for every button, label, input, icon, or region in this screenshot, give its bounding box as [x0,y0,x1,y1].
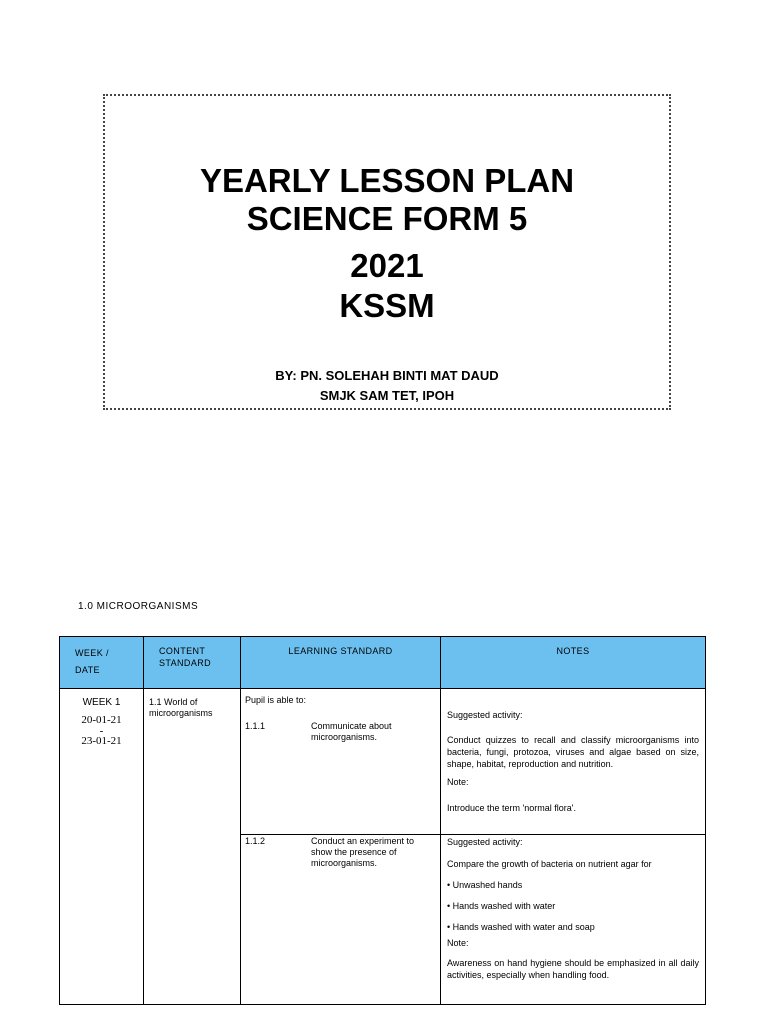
learning-standard-cell-1 [241,689,441,835]
notes-cell-2 [441,835,706,1005]
notes-activity-text: Conduct quizzes to recall and classify microorganisms into bacteria, fungi, protozoa, viruses and algae based on size, shape, habitat, reproduction and nutrition. [447,735,699,769]
notes-note-label: Note: [447,777,469,787]
header-week-date [60,637,144,689]
cover-author: BY: PN. SOLEHAH BINTI MAT DAUD [275,368,499,383]
notes-activity-text: Compare the growth of bacteria on nutrient agar for [447,859,652,869]
cover-title-line-2: SCIENCE FORM 5 [246,200,528,237]
week-cell [60,689,144,1005]
header-learning-standard: LEARNING STANDARD [241,637,441,689]
notes-note-text: Awareness on hand hygiene should be emphasized in all daily activities, especially when handling food. [447,958,699,980]
notes-cell-1 [441,689,706,835]
notes-bullet-item: • Unwashed hands [447,880,523,890]
learning-standard-text: Communicate about microorganisms. [311,721,392,742]
header-content-line-2: STANDARD [159,658,212,668]
section-title: 1.0 MICROORGANISMS [78,601,199,612]
cover-school: SMJK SAM TET, IPOH [319,388,455,403]
table-header-row [60,637,706,689]
learning-standard-code: 1.1.1 [245,721,266,731]
header-week-label: WEEK / [75,648,109,658]
notes-activity-label: Suggested activity: [447,710,523,720]
content-standard-cell [144,689,241,1005]
learning-standard-code: 1.1.2 [245,836,266,846]
notes-note-label: Note: [447,938,469,948]
learning-standard-item [241,836,440,869]
header-content-line-1: CONTENT [159,646,206,656]
learning-intro: Pupil is able to: [245,695,307,705]
date-separator: - [99,725,104,737]
cover-title-line-3: 2021 [350,247,424,284]
content-standard-text: 1.1 World of microorganisms [149,697,213,718]
header-content-standard [144,637,241,689]
notes-note-text: Introduce the term 'normal flora'. [447,803,576,813]
learning-standard-item [241,721,440,743]
cover-box [103,94,671,410]
learning-standard-cell-2 [241,835,441,1005]
table-row [60,689,706,835]
lesson-plan-table [59,636,706,1005]
week-label: WEEK 1 [82,697,121,708]
notes-bullet-item: • Hands washed with water and soap [447,922,595,932]
learning-standard-text: Conduct an experiment to show the presence of microorganisms. [311,836,415,868]
date-start: 20-01-21 [81,714,122,726]
cover-title-line-1: YEARLY LESSON PLAN [199,162,575,199]
header-notes: NOTES [441,637,706,689]
notes-activity-label: Suggested activity: [447,837,523,847]
notes-bullet-item: • Hands washed with water [447,901,556,911]
cover-title-line-4: KSSM [339,287,435,324]
date-end: 23-01-21 [81,735,122,747]
header-date-label: DATE [75,665,100,675]
